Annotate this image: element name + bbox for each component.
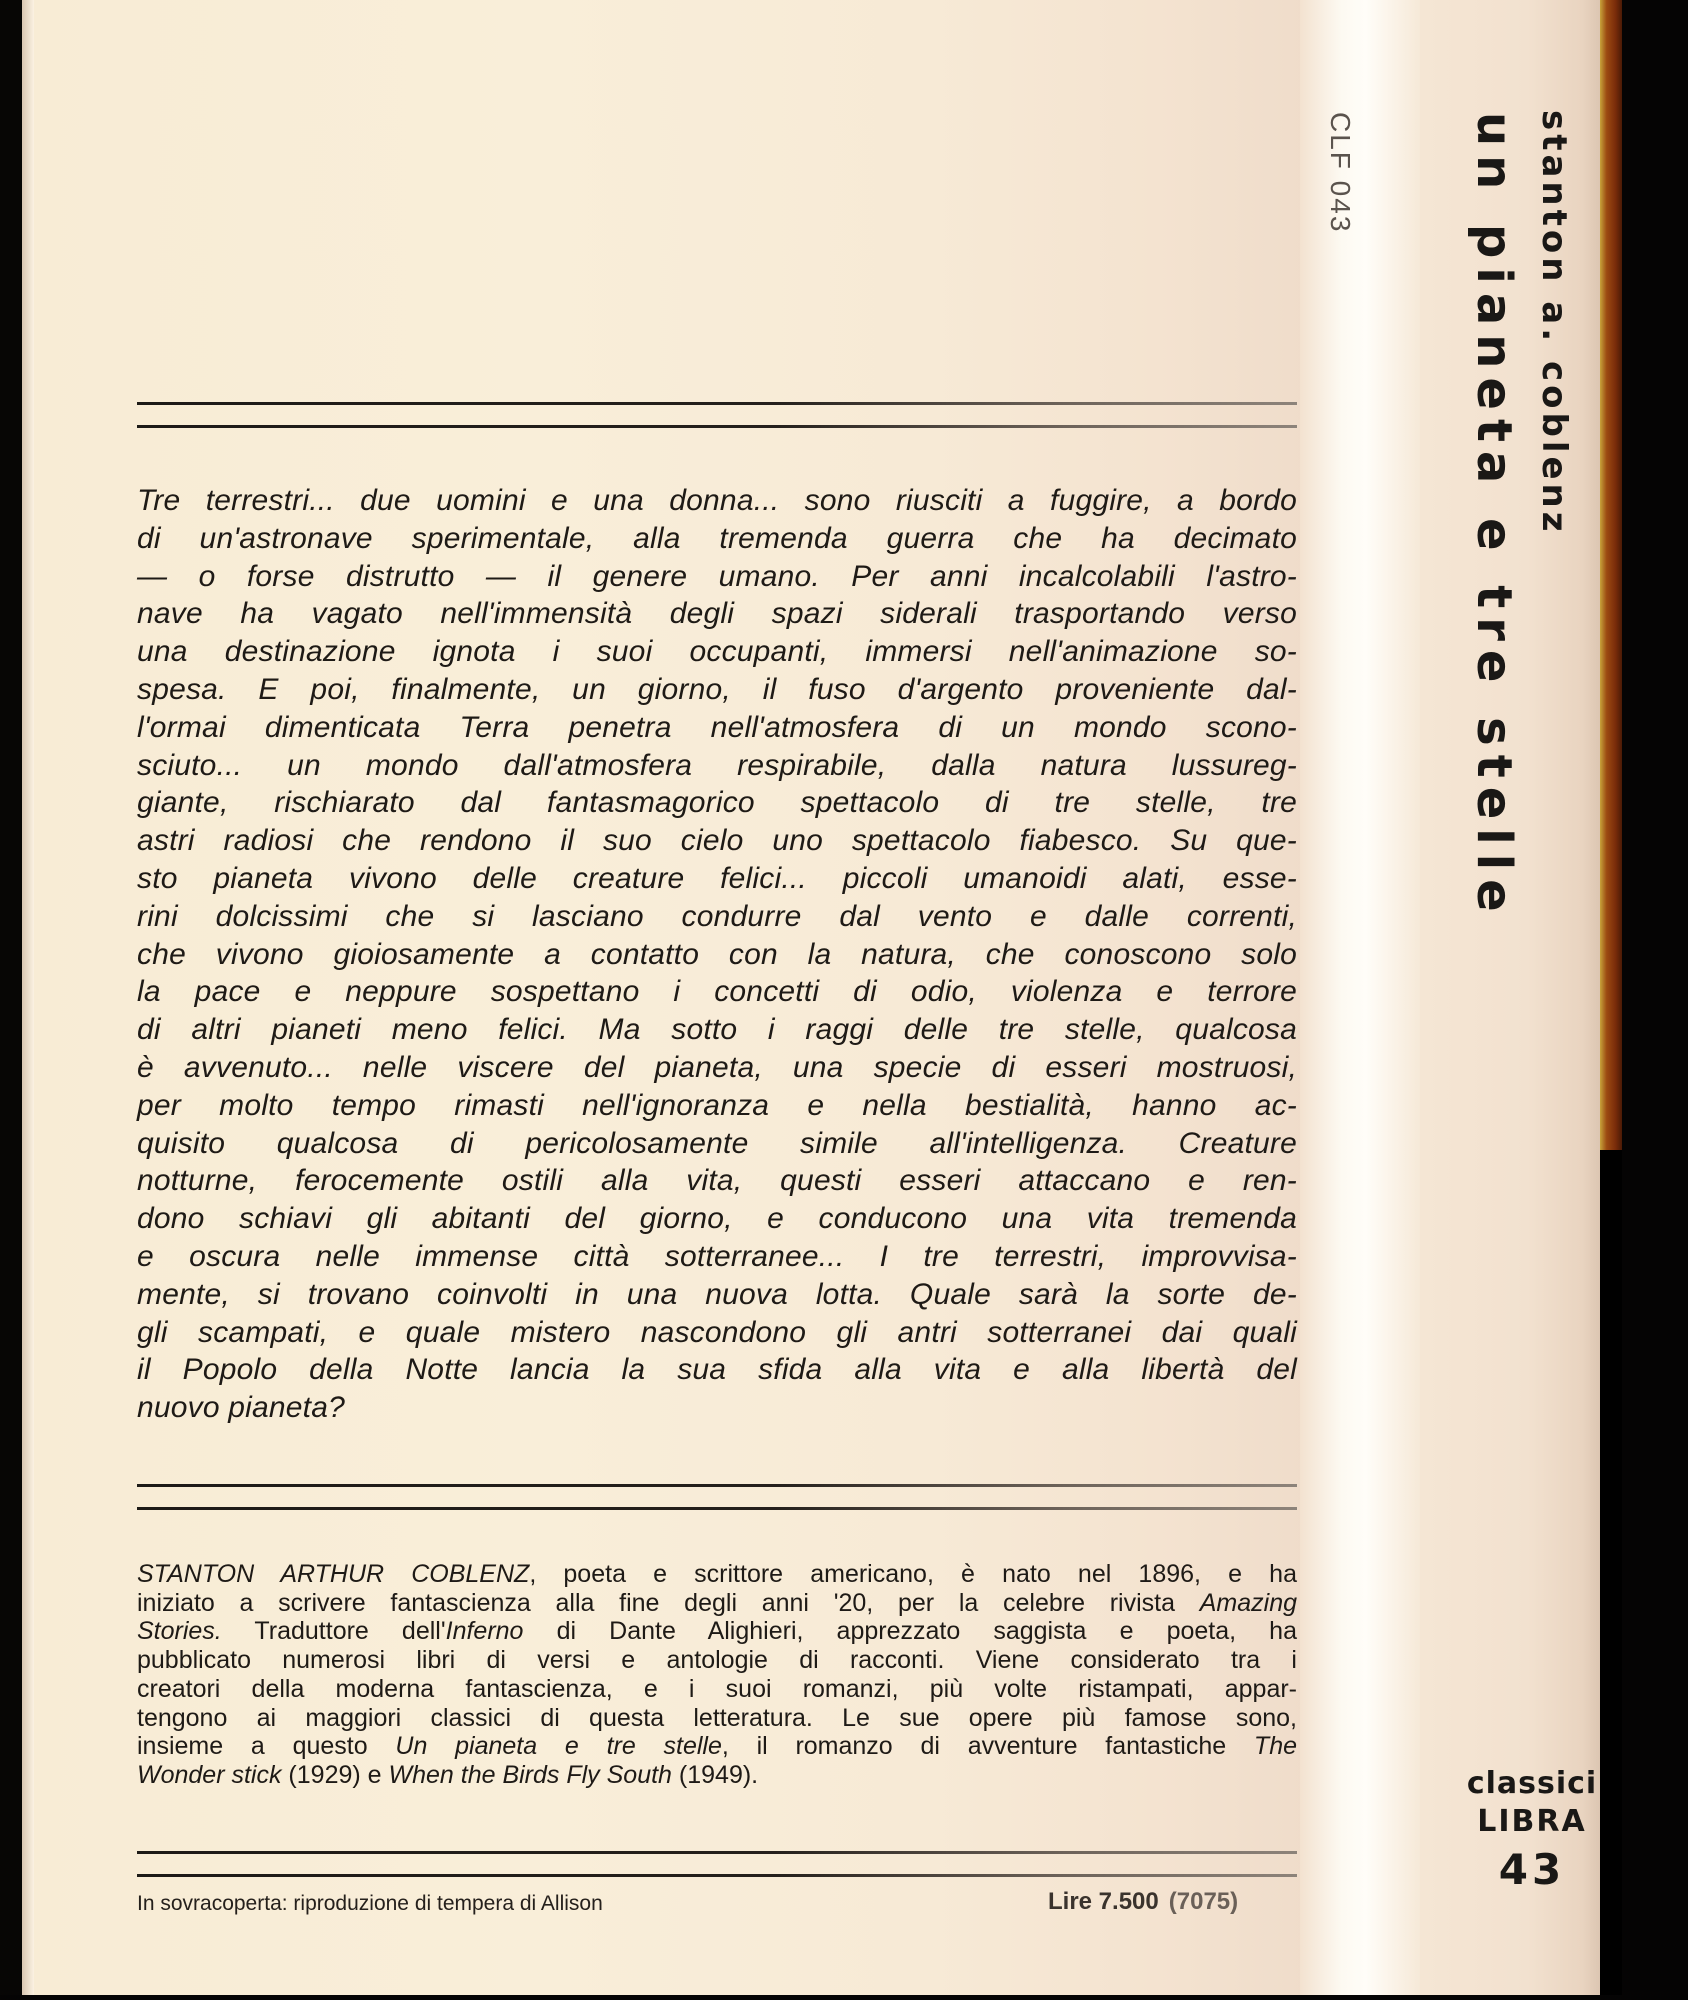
blurb-line: è avvenuto... nelle viscere del pianeta, una specie di esseri mostruosi, [137,1050,1297,1084]
blurb-line: rini dolcissimi che si lasciano condurre dal vento e dalle correnti, [137,899,1297,933]
blurb-line: — o forse distrutto — il genere umano. Per anni incalcolabili l'astro- [137,559,1297,593]
bio-italic-text: When the Birds Fly South [388,1760,672,1789]
cover-art-credit: In sovracoperta: riproduzione di tempera di Allison [137,1892,603,1915]
blurb-line: gli scampati, e quale mistero nascondono gli antri sotterranei dai quali [137,1315,1297,1349]
blurb-line: dono schiavi gli abitanti del giorno, e conducono una vita tremenda [137,1202,1297,1236]
bio-text: , poeta e scrittore americano, è nato nel 1896, e ha [529,1560,1297,1588]
bio-text: di Dante Alighieri, apprezzato saggista e poeta, ha [523,1617,1297,1646]
spine-fold [1300,0,1420,1995]
bio-text: (1949). [671,1760,759,1789]
divider-rule [137,1507,1297,1510]
bio-text: , il romanzo di avventure fantastiche [721,1732,1254,1761]
blurb-line: notturne, ferocemente ostili alla vita, questi esseri attaccano e ren- [137,1164,1297,1198]
bio-text: Traduttore dell' [221,1617,446,1646]
spine-author: stanton a. coblenz [1534,110,1574,536]
bio-line [137,1646,1297,1675]
blurb-line: per molto tempo rimasti nell'ignoranza e nella bestialità, hanno ac- [137,1088,1297,1122]
bio-italic-text: STANTON ARTHUR COBLENZ [137,1560,530,1588]
bio-line [137,1675,1297,1704]
bio-text: pubblicato numerosi libri di versi e antologie di racconti. Viene considerato tra i [137,1646,1297,1675]
blurb-line: Tre terrestri... due uomini e una donna... sono riusciti a fuggire, a bordo [137,484,1297,517]
bio-line [137,1589,1297,1618]
blurb-line: una destinazione ignota i suoi occupanti, immersi nell'animazione so- [137,635,1297,669]
blurb-line: mente, si trovano coinvolti in una nuova lotta. Quale sarà la sorte de- [137,1277,1297,1311]
scan-border-left [0,0,22,2000]
scan-border-right [1622,0,1688,2000]
blurb-line: nuovo pianeta? [137,1391,345,1425]
blurb-line: e oscura nelle immense città sotterranee... I tre terrestri, improvvisa- [137,1239,1297,1273]
bio-italic-text: The [1253,1732,1298,1761]
blurb-line: quisito qualcosa di pericolosamente simile all'intelligenza. Creature [137,1126,1297,1160]
blurb-line: sciuto... un mondo dall'atmosfera respirabile, dalla natura lussureg- [137,748,1297,782]
blurb-line: di altri pianeti meno felici. Ma sotto i raggi delle tre stelle, qualcosa [137,1013,1297,1047]
bio-line [137,1617,1297,1646]
divider-rule [137,1851,1297,1854]
bio-line [137,1761,1297,1790]
catalog-code: CLF 043 [1325,112,1356,234]
series-name-line2: LIBRA [1477,1804,1587,1839]
blurb-line: il Popolo della Notte lancia la sua sfida alla vita e alla libertà del [137,1353,1297,1387]
bio-text: iniziato a scrivere fantascienza alla fine degli anni '20, per la celebre rivista [137,1588,1200,1617]
scan-border-bottom [0,1995,1688,2000]
bio-text: tengono ai maggiori classici di questa letteratura. Le sue opere più famose sono, [137,1703,1297,1732]
spine-title: un pianeta e tre stelle [1466,112,1522,921]
bio-italic-text: Stories. [137,1617,222,1646]
bio-line [137,1732,1297,1761]
bio-text: creatori della moderna fantascienza, e i suoi romanzi, più volte ristampati, appar- [137,1674,1297,1703]
blurb-line: nave ha vagato nell'immensità degli spazi siderali trasportando verso [137,597,1297,631]
series-logo [1432,1766,1632,1898]
bio-italic-text: Amazing [1199,1588,1297,1617]
divider-rule [137,425,1297,428]
author-bio [137,1560,1297,1790]
dust-jacket-edge [1600,0,1622,1150]
blurb-line: di un'astronave sperimentale, alla tremenda guerra che ha decimato [137,521,1297,555]
synopsis-blurb [137,482,1297,1427]
bio-italic-text: Un pianeta e tre stelle [395,1732,722,1761]
series-name-line1: classici [1466,1766,1598,1801]
price-value: Lire 7.500 [1048,1888,1159,1915]
price-code: (7075) [1168,1888,1239,1915]
divider-rule [137,402,1297,405]
blurb-line: spesa. E poi, finalmente, un giorno, il fuso d'argento proveniente dal- [137,672,1297,706]
bio-line [137,1560,1297,1589]
blurb-line: che vivono gioiosamente a contatto con la natura, che conoscono solo [137,937,1297,971]
blurb-line: giante, rischiarato dal fantasmagorico spettacolo di tre stelle, tre [137,786,1297,820]
bio-text: (1929) e [281,1760,389,1789]
bio-line [137,1704,1297,1733]
divider-rule [137,1484,1297,1487]
blurb-line: sto pianeta vivono delle creature felici... piccoli umanoidi alati, esse- [137,861,1297,895]
bio-italic-text: Inferno [445,1617,524,1646]
blurb-line: la pace e neppure sospettano i concetti di odio, violenza e terrore [137,975,1297,1009]
divider-rule [137,1874,1297,1877]
series-number: 43 [1498,1845,1566,1894]
blurb-line: l'ormai dimenticata Terra penetra nell'atmosfera di un mondo scono- [137,710,1297,744]
bio-text: insieme a questo [137,1732,396,1761]
blurb-line: astri radiosi che rendono il suo cielo uno spettacolo fiabesco. Su que- [137,824,1297,858]
price-label [1048,1888,1238,1916]
bio-italic-text: Wonder stick [137,1760,282,1789]
